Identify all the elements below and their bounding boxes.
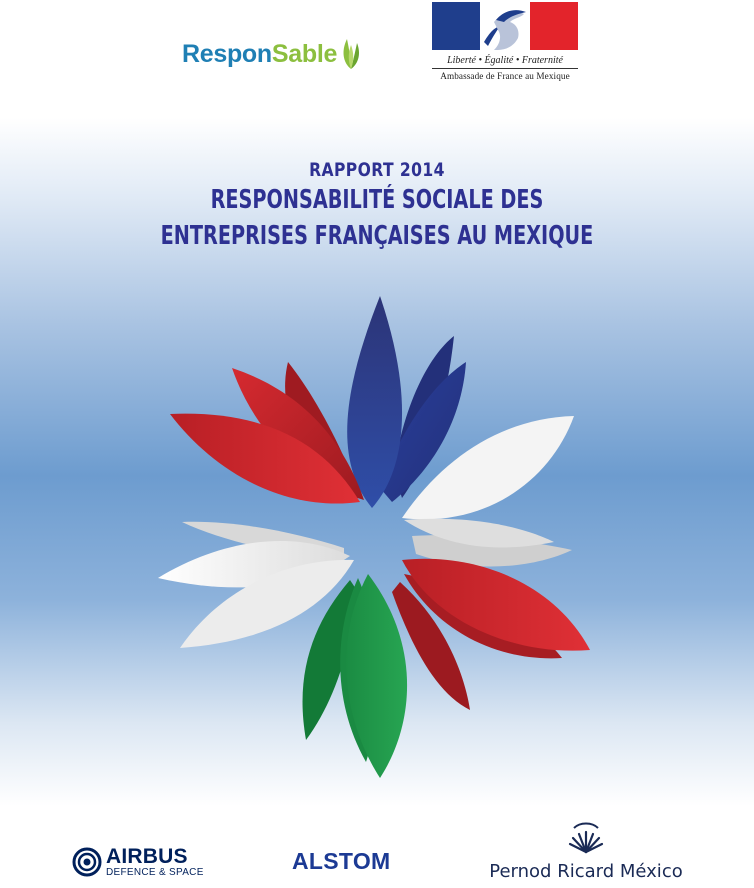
- embassy-divider: [432, 68, 578, 69]
- marianne-flag-icon: [432, 2, 578, 50]
- report-year: RAPPORT 2014: [309, 159, 445, 181]
- airbus-wordmark: AIRBUS: [106, 844, 188, 868]
- petal-flower-emblem: [154, 292, 604, 782]
- airbus-logo: [72, 842, 204, 882]
- embassy-logo: [432, 2, 578, 81]
- header: [0, 0, 754, 118]
- pernod-ricard-wordmark: Pernod Ricard México: [489, 861, 683, 882]
- airbus-swirl-icon: [72, 847, 102, 877]
- embassy-caption: Ambassade de France au Mexique: [440, 71, 570, 81]
- airbus-subtitle: DEFENCE & SPACE: [106, 866, 204, 878]
- responsable-logo: [182, 34, 363, 74]
- leaf-icon: [339, 37, 363, 71]
- alstom-logo: ALSTOM: [292, 848, 391, 874]
- report-title-line-2: ENTREPRISES FRANÇAISES AU MEXIQUE: [160, 221, 594, 251]
- pernod-ricard-logo: [476, 822, 696, 882]
- sunburst-icon: [566, 822, 606, 854]
- footer: [0, 806, 754, 888]
- report-title-line-1: RESPONSABILITÉ SOCIALE DES: [210, 185, 544, 215]
- republic-motto: Liberté • Égalité • Fraternité: [447, 55, 563, 66]
- report-title-block: [0, 158, 754, 254]
- marianne-profile-icon: [480, 2, 530, 50]
- responsable-wordmark: ResponSable: [182, 39, 338, 68]
